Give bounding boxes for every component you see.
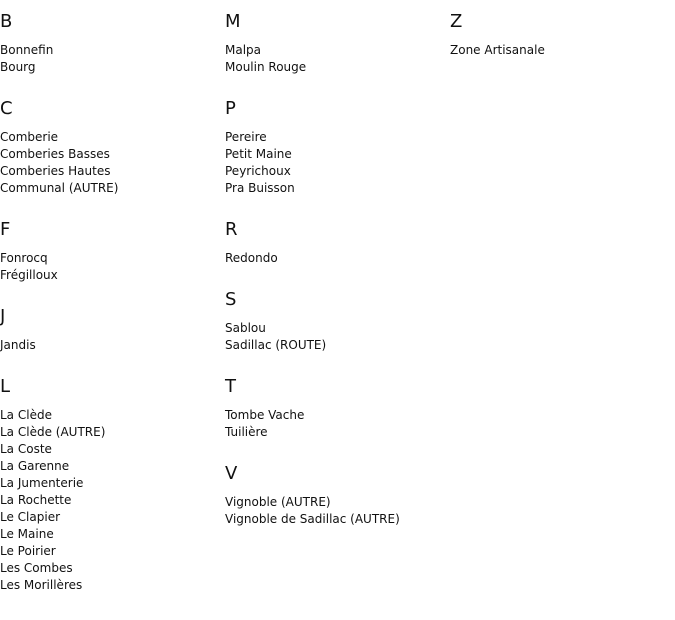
- place-link[interactable]: La Garenne: [0, 459, 70, 473]
- place-link[interactable]: Vignoble (AUTRE): [225, 495, 331, 509]
- place-link[interactable]: Tuilière: [225, 425, 268, 439]
- place-link[interactable]: Redondo: [225, 251, 278, 265]
- index-column: [450, 0, 670, 59]
- letter-heading: S: [225, 289, 237, 310]
- place-link[interactable]: Les Morillères: [0, 578, 83, 592]
- place-link[interactable]: La Clède (AUTRE): [0, 425, 106, 439]
- place-link[interactable]: Communal (AUTRE): [0, 181, 119, 195]
- letter-group: [225, 98, 445, 197]
- place-list: [450, 42, 670, 59]
- place-link[interactable]: Frégilloux: [0, 268, 58, 282]
- place-link[interactable]: Bourg: [0, 60, 36, 74]
- place-link[interactable]: Sablou: [225, 321, 266, 335]
- place-link[interactable]: La Rochette: [0, 493, 72, 507]
- place-link[interactable]: Comberies Basses: [0, 147, 110, 161]
- place-link[interactable]: Les Combes: [0, 561, 73, 575]
- letter-group: [0, 98, 220, 197]
- place-list: [225, 250, 445, 267]
- letter-heading: C: [0, 98, 13, 119]
- place-link[interactable]: Le Maine: [0, 527, 54, 541]
- letter-heading: M: [225, 11, 241, 32]
- place-link[interactable]: Comberies Hautes: [0, 164, 111, 178]
- place-list: [0, 337, 220, 354]
- letter-heading: L: [0, 376, 11, 397]
- letter-group: [0, 11, 220, 76]
- place-link[interactable]: Moulin Rouge: [225, 60, 307, 74]
- letter-heading: B: [0, 11, 13, 32]
- place-link[interactable]: Fonrocq: [0, 251, 48, 265]
- place-link[interactable]: La Clède: [0, 408, 52, 422]
- place-list: [225, 407, 445, 441]
- place-link[interactable]: Malpa: [225, 43, 262, 57]
- place-link[interactable]: Jandis: [0, 338, 36, 352]
- place-list: [225, 129, 445, 197]
- place-link[interactable]: Vignoble de Sadillac (AUTRE): [225, 512, 400, 526]
- letter-heading: J: [0, 306, 6, 327]
- letter-heading: F: [0, 219, 11, 240]
- letter-group: [0, 376, 220, 594]
- place-link[interactable]: La Coste: [0, 442, 52, 456]
- place-link[interactable]: Tombe Vache: [225, 408, 305, 422]
- place-list: [0, 407, 220, 594]
- place-link[interactable]: Sadillac (ROUTE): [225, 338, 327, 352]
- place-list: [225, 494, 445, 528]
- place-list: [225, 320, 445, 354]
- place-list: [0, 42, 220, 76]
- place-link[interactable]: La Jumenterie: [0, 476, 84, 490]
- letter-group: [225, 219, 445, 267]
- letter-group: [225, 376, 445, 441]
- place-link[interactable]: Zone Artisanale: [450, 43, 545, 57]
- letter-group: [450, 11, 670, 59]
- place-link[interactable]: Le Poirier: [0, 544, 56, 558]
- letter-heading: T: [225, 376, 236, 397]
- letter-group: [225, 11, 445, 76]
- letter-group: [0, 306, 220, 354]
- place-list: [0, 129, 220, 197]
- letter-group: [225, 289, 445, 354]
- place-list: [0, 250, 220, 284]
- place-list: [225, 42, 445, 76]
- place-link[interactable]: Petit Maine: [225, 147, 292, 161]
- place-link[interactable]: Le Clapier: [0, 510, 61, 524]
- index-column: [225, 0, 445, 528]
- letter-heading: P: [225, 98, 236, 119]
- letter-heading: V: [225, 463, 238, 484]
- place-link[interactable]: Bonnefin: [0, 43, 54, 57]
- letter-group: [225, 463, 445, 528]
- letter-heading: R: [225, 219, 238, 240]
- letter-group: [0, 219, 220, 284]
- place-link[interactable]: Pra Buisson: [225, 181, 295, 195]
- place-link[interactable]: Peyrichoux: [225, 164, 291, 178]
- place-link[interactable]: Comberie: [0, 130, 59, 144]
- place-link[interactable]: Pereire: [225, 130, 267, 144]
- letter-heading: Z: [450, 11, 463, 32]
- index-column: [0, 0, 220, 594]
